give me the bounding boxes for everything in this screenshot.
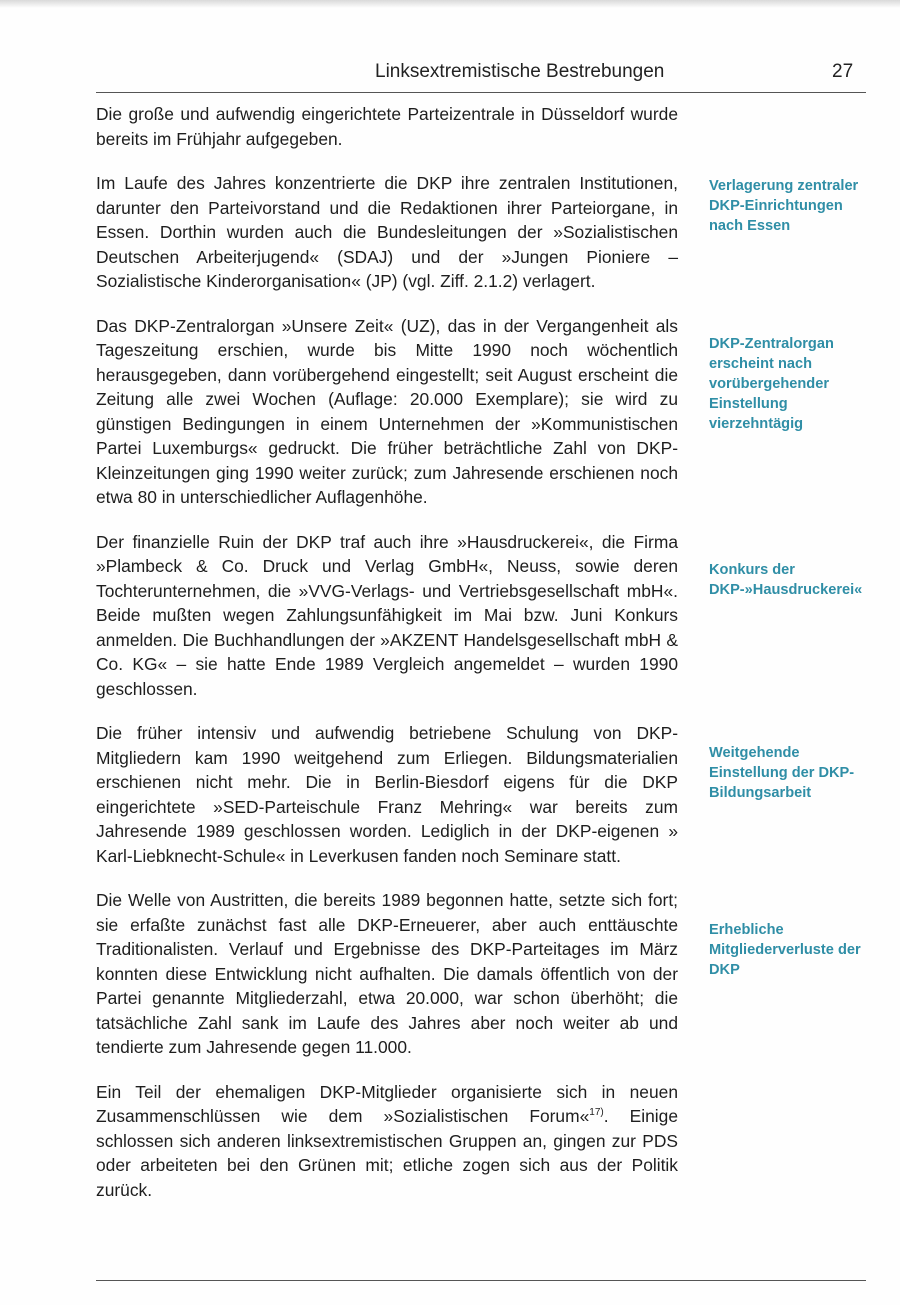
footer-rule (96, 1280, 866, 1281)
margin-note-mitgliederverluste: Erhebliche Mitgliederverluste der DKP (709, 922, 861, 978)
paragraph-verlagerung: Im Laufe des Jahres konzentrierte die DKP ihre zentralen Institutionen, darunter den Parteivorstand und die Redaktionen ihrer Parteiorgane, in Essen. Dorthin wurden auch die Bundesleitungen der »Sozialistischen Deutschen Arbeiterjugend« (SDAJ) und der »Jungen Pioniere – Sozialistische Kinderorganisation« (JP) (vgl. Ziff. 2.1.2) verlagert. (96, 173, 678, 291)
main-text-column (96, 102, 678, 1222)
margin-note-konkurs: Konkurs der DKP-»Hausdruckerei« (709, 562, 863, 598)
page-number: 27 (832, 61, 854, 82)
paragraph-schulung: Die früher intensiv und aufwendig betriebene Schulung von DKP-Mitgliedern kam 1990 weitgehend zum Erliegen. Bildungsmaterialien erschienen nicht mehr. Die in Berlin-Biesdorf eigens für die DKP eingerichtete »SED-Parteischule Franz Mehring« war bereits zum Jahresende 1989 geschlossen worden. Lediglich in der DKP-eigenen » Karl-Liebknecht-Schule« in Leverkusen fanden noch Seminare statt. (96, 723, 678, 866)
paragraph-parteizentrale: Die große und aufwendig eingerichtete Parteizentrale in Düsseldorf wurde bereits im Frühjahr aufgegeben. (96, 104, 678, 149)
paragraph-austritte: Die Welle von Austritten, die bereits 1989 begonnen hatte, setzte sich fort; sie erfaßte zunächst fast alle DKP-Erneuerer, aber auch enttäuschte Traditionalisten. Verlauf und Ergebnisse des DKP-Parteitages im März konnten diese Entwicklung nicht aufhalten. Die damals öffentlich von der Partei genannte Mitgliederzahl, etwa 20.000, war schon überhöht; die tatsächliche Zahl sank im Laufe des Jahres aber noch weiter ab und tendierte zum Jahresende gegen 11.000. (96, 890, 678, 1057)
paragraph-text-end: . Einige schlossen sich anderen linksextremistischen Gruppen an, gingen zur PDS oder arbeiteten bei den Grünen mit; etliche zogen sich aus der Politik zurück. (96, 1106, 678, 1200)
footnote-marker: 17) (589, 1107, 604, 1119)
paragraph-hausdruckerei: Der finanzielle Ruin der DKP traf auch ihre »Hausdruckerei«, die Firma »Plambeck & Co. Druck und Verlag GmbH«, Neuss, sowie deren Tochterunternehmen, die »VVG-Verlags- und Vertriebsgesellschaft mbH«. Beide mußten wegen Zahlungsunfähigkeit im Mai bzw. Juni Konkurs anmelden. Die Buchhandlungen der »AKZENT Handelsgesellschaft mbH & Co. KG« – sie hatte Ende 1989 Vergleich angemeldet – wurden 1990 geschlossen. (96, 531, 678, 699)
header-rule (96, 92, 866, 93)
paragraph-text-start: Ein Teil der ehemaligen DKP-Mitglieder organisierte sich in neuen Zusammenschlüssen wie dem »Sozialistischen Forum« (96, 1081, 678, 1126)
running-header-title: Linksextremistische Bestrebungen (375, 61, 665, 82)
margin-note-zentralorgan: DKP-Zentralorgan erscheint nach vorübergehender Einstellung vierzehntägig (709, 336, 834, 432)
scan-top-edge (0, 0, 900, 8)
margin-note-bildungsarbeit: Weitgehende Einstellung der DKP-Bildungsarbeit (709, 745, 855, 801)
paragraph-zentralorgan: Das DKP-Zentralorgan »Unsere Zeit« (UZ), das in der Vergangenheit als Tageszeitung erschien, wurde bis Mitte 1990 noch wöchentlich herausgegeben, dann vorübergehend eingestellt; seit August erscheint die Zeitung alle zwei Wochen (Auflage: 20.000 Exemplare); sie wird zu günstigen Bedingungen in einem Unternehmen der »Kommunistischen Partei Luxemburgs« gedruckt. Die früher beträchtliche Zahl von DKP-Kleinzeitungen ging 1990 weiter zurück; zum Jahresende erschienen noch etwa 80 in unterschiedlicher Auflagenhöhe. (96, 315, 678, 507)
paragraph-mitglieder (96, 1080, 678, 1203)
margin-note-verlagerung: Verlagerung zentraler DKP-Einrichtungen nach Essen (709, 178, 859, 234)
